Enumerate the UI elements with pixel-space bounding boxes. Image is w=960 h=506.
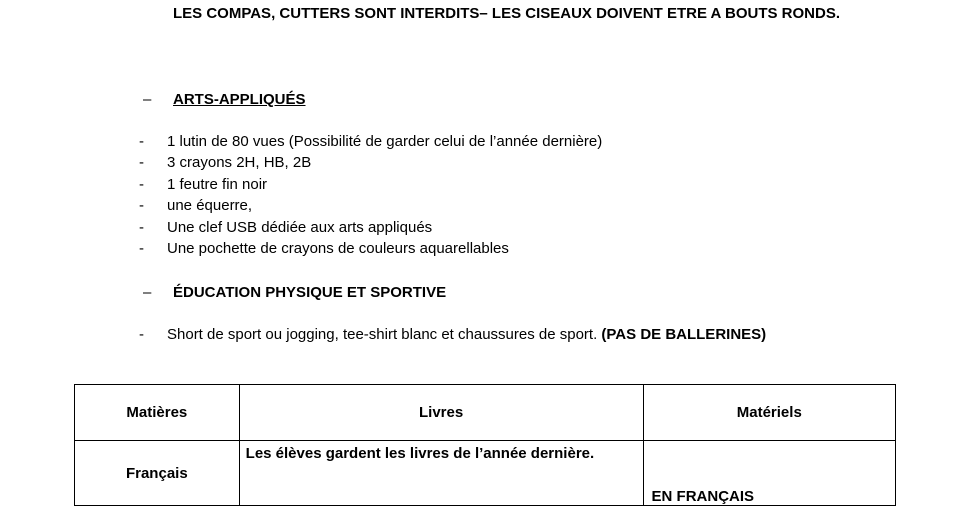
- eps-supply-list: [139, 324, 766, 345]
- list-item: - Une clef USB dédiée aux arts appliqués: [139, 217, 602, 238]
- bullet-dash: -: [139, 239, 144, 257]
- bullet-dash: -: [139, 154, 144, 172]
- cell-materiels: EN FRANÇAIS: [643, 441, 895, 506]
- intro-warning: LES COMPAS, CUTTERS SONT INTERDITS– LES CISEAUX DOIVENT ETRE A BOUTS RONDS.: [173, 5, 841, 22]
- list-item: - 3 crayons 2H, HB, 2B: [139, 152, 602, 173]
- header-livres: Livres: [239, 385, 643, 441]
- section-title-eps: ÉDUCATION PHYSIQUE ET SPORTIVE: [173, 284, 447, 301]
- table-row: [75, 441, 896, 506]
- cell-matiere: Français: [75, 441, 240, 506]
- list-item: - une équerre,: [139, 195, 602, 216]
- section-dash: –: [143, 284, 152, 301]
- header-matieres: Matières: [75, 385, 240, 441]
- list-item: - Short de sport ou jogging, tee-shirt blanc et chaussures de sport. (PAS DE BALLERINES): [139, 324, 766, 345]
- list-item: - 1 feutre fin noir: [139, 174, 602, 195]
- bullet-dash: -: [139, 133, 144, 150]
- list-item: - Une pochette de crayons de couleurs aquarellables: [139, 238, 602, 259]
- table-header-row: [75, 385, 896, 441]
- bullet-dash: -: [139, 175, 144, 193]
- arts-supply-list: [139, 131, 602, 259]
- eps-note: (PAS DE BALLERINES): [601, 326, 767, 343]
- bullet-dash: -: [139, 218, 144, 236]
- cell-livres: Les élèves gardent les livres de l’année dernière.: [239, 441, 643, 506]
- supplies-table: [74, 384, 896, 506]
- bullet-dash: -: [139, 326, 144, 343]
- section-title-arts: ARTS-APPLIQUÉS: [173, 91, 306, 108]
- list-item: - 1 lutin de 80 vues (Possibilité de garder celui de l’année dernière): [139, 131, 602, 152]
- section-dash: –: [143, 91, 152, 108]
- bullet-dash: -: [139, 197, 144, 215]
- header-materiels: Matériels: [643, 385, 895, 441]
